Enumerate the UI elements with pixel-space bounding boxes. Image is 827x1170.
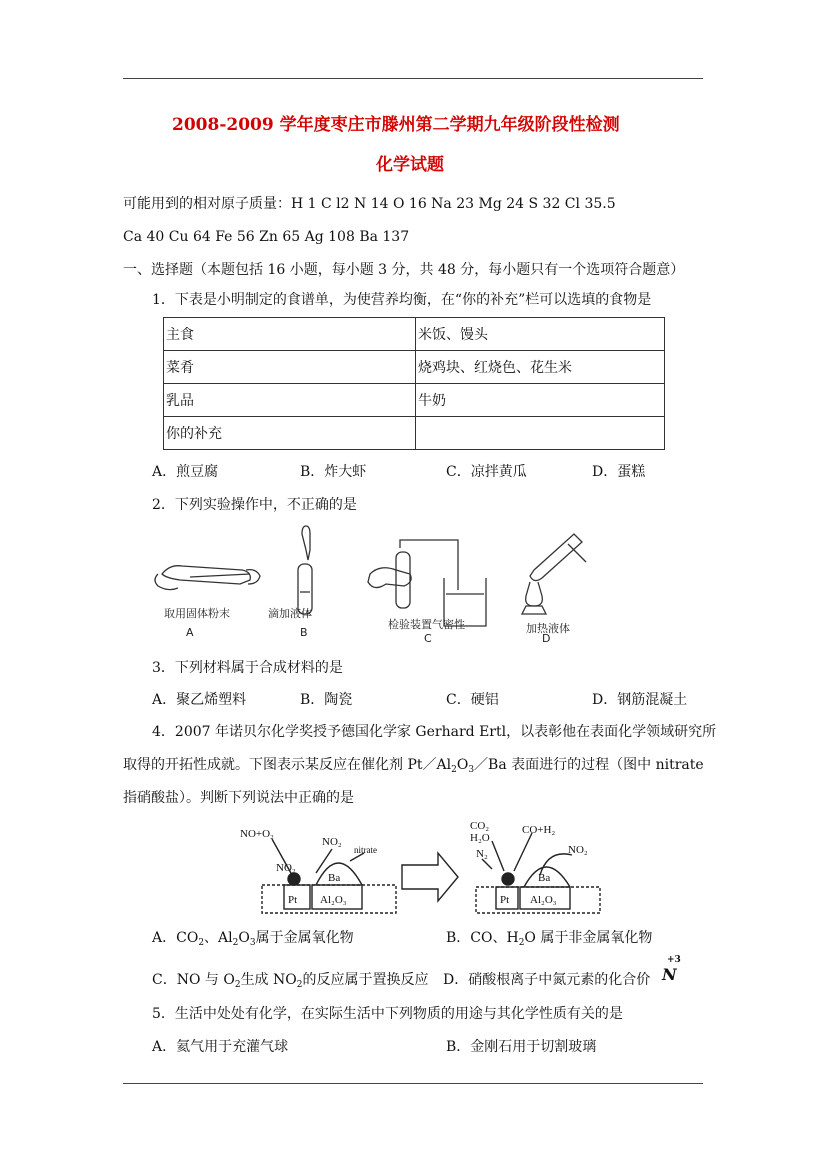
label-n2: N₂ — [476, 848, 488, 860]
question-4-line-1: 4．2007 年诺贝尔化学奖授予德国化学家 Gerhard Ertl，以表彰他在表面化学领域研究所 — [152, 724, 717, 740]
question-3-stem: 3．下列材料属于合成材料的是 — [152, 660, 343, 676]
label-no2-top: NO₂ — [322, 836, 342, 848]
text-run: 属于金属氧化物 — [255, 930, 354, 946]
table-cell: 你的补充 — [164, 417, 416, 450]
label-co-h2: CO+H₂ — [522, 824, 556, 836]
atomic-mass-line-2: Ca 40 Cu 64 Fe 56 Zn 65 Ag 108 Ba 137 — [123, 229, 410, 245]
letter-d: D — [542, 632, 551, 644]
lab-operations-figure — [150, 522, 590, 644]
top-rule — [123, 78, 703, 79]
label-no2: NO₂ — [276, 862, 296, 874]
q4-option-a — [152, 929, 354, 947]
subscript: 2 — [296, 980, 303, 990]
text-run: A．CO — [152, 930, 199, 946]
question-2-stem: 2．下列实验操作中，不正确的是 — [152, 497, 357, 513]
q4-option-b — [446, 929, 652, 947]
subscript: 3 — [468, 765, 475, 775]
text-run: ／Ba 表面进行的过程（图中 nitrate — [474, 757, 704, 773]
section-heading: 一、选择题（本题包括 16 小题，每小题 3 分，共 48 分，每小题只有一个选项符合题意） — [123, 262, 685, 278]
table-cell: 牛奶 — [416, 384, 665, 417]
label-ba: Ba — [328, 872, 341, 884]
question-5-stem: 5．生活中处处有化学，在实际生活中下列物质的用途与其化学性质有关的是 — [152, 1006, 623, 1022]
table-row — [164, 384, 665, 417]
table-cell: 烧鸡块、红烧色、花生米 — [416, 351, 665, 384]
q3-option-b: B．陶瓷 — [300, 692, 353, 708]
caption-a: 取用固体粉末 — [164, 607, 230, 620]
subscript: 2 — [234, 980, 241, 990]
label-al2o3: Al₂O₃ — [320, 894, 347, 906]
letter-c: C — [424, 632, 432, 644]
label-ba-right: Ba — [538, 872, 551, 884]
table-row — [164, 318, 665, 351]
caption-c: 检验装置气密性 — [388, 618, 465, 631]
label-h2o: H₂O — [470, 832, 490, 844]
text-run: O 属于非金属氧化物 — [524, 930, 653, 946]
q1-option-d: D．蛋糕 — [592, 464, 646, 480]
q4-option-c — [152, 971, 428, 989]
label-no2-right: NO₂ — [568, 844, 588, 856]
table-cell: 米饭、馒头 — [416, 318, 665, 351]
valence-notation — [662, 955, 681, 984]
q5-option-b: B．金刚石用于切割玻璃 — [446, 1039, 597, 1055]
q1-option-a: A．煎豆腐 — [152, 464, 219, 480]
label-co2: CO₂ — [470, 820, 490, 832]
caption-b: 滴加液体 — [268, 607, 312, 620]
q1-option-b: B．炸大虾 — [300, 464, 367, 480]
q3-option-d: D．钢筋混凝土 — [592, 692, 688, 708]
letter-b: B — [300, 626, 308, 639]
text-run: C．NO 与 O — [152, 972, 235, 988]
catalyst-reaction-figure — [232, 815, 602, 920]
text-run: O — [456, 757, 469, 773]
subscript: 3 — [249, 938, 256, 948]
menu-table — [163, 317, 665, 450]
text-run: 取得的开拓性成就。下图表示某反应在催化剂 Pt／Al — [123, 757, 452, 773]
subscript: 2 — [518, 938, 525, 948]
table-row — [164, 417, 665, 450]
q5-option-a: A．氦气用于充灌气球 — [152, 1039, 289, 1055]
text-run: 的反应属于置换反应 — [302, 972, 429, 988]
label-al2o3-right: Al₂O₃ — [530, 894, 557, 906]
table-cell: 主食 — [164, 318, 416, 351]
q4-option-d: D．硝酸根离子中氮元素的化合价 — [443, 972, 651, 988]
q3-option-a: A．聚乙烯塑料 — [152, 692, 247, 708]
atomic-mass-line-1: 可能用到的相对原子质量：H 1 C l2 N 14 O 16 Na 23 Mg 24 S 32 Cl 35.5 — [123, 196, 616, 212]
table-cell: 菜肴 — [164, 351, 416, 384]
subscript: 2 — [451, 765, 457, 775]
q3-option-c: C．硬铝 — [446, 692, 499, 708]
text-run: B．CO、H — [446, 930, 519, 946]
subscript: 2 — [198, 938, 205, 948]
caption-d: 加热液体 — [526, 622, 570, 635]
question-4-line-3: 指硝酸盐）。判断下列说法中正确的是 — [123, 790, 354, 806]
label-pt-right: Pt — [500, 894, 510, 906]
subscript: 2 — [232, 938, 239, 948]
question-1-stem: 1．下表是小明制定的食谱单，为使营养均衡，在“你的补充”栏可以选填的食物是 — [152, 292, 652, 308]
text-run: O — [238, 930, 250, 946]
table-cell: 乳品 — [164, 384, 416, 417]
page-subtitle: 化学试题 — [376, 155, 444, 175]
element-symbol: N — [662, 965, 677, 984]
label-no-o2: NO+O₂ — [240, 828, 274, 840]
label-pt: Pt — [288, 894, 298, 906]
text-run: 生成 NO — [240, 972, 297, 988]
bottom-rule — [123, 1083, 703, 1084]
label-nitrate: nitrate — [354, 845, 377, 855]
table-cell — [416, 417, 665, 450]
text-run: 、Al — [204, 930, 233, 946]
table-row — [164, 351, 665, 384]
valence-sign: +3 — [667, 955, 681, 965]
letter-a: A — [186, 626, 194, 639]
question-4-line-2 — [123, 756, 704, 774]
page-title: 2008-2009 学年度枣庄市滕州第二学期九年级阶段性检测 — [172, 115, 620, 135]
q1-option-c: C．凉拌黄瓜 — [446, 464, 527, 480]
